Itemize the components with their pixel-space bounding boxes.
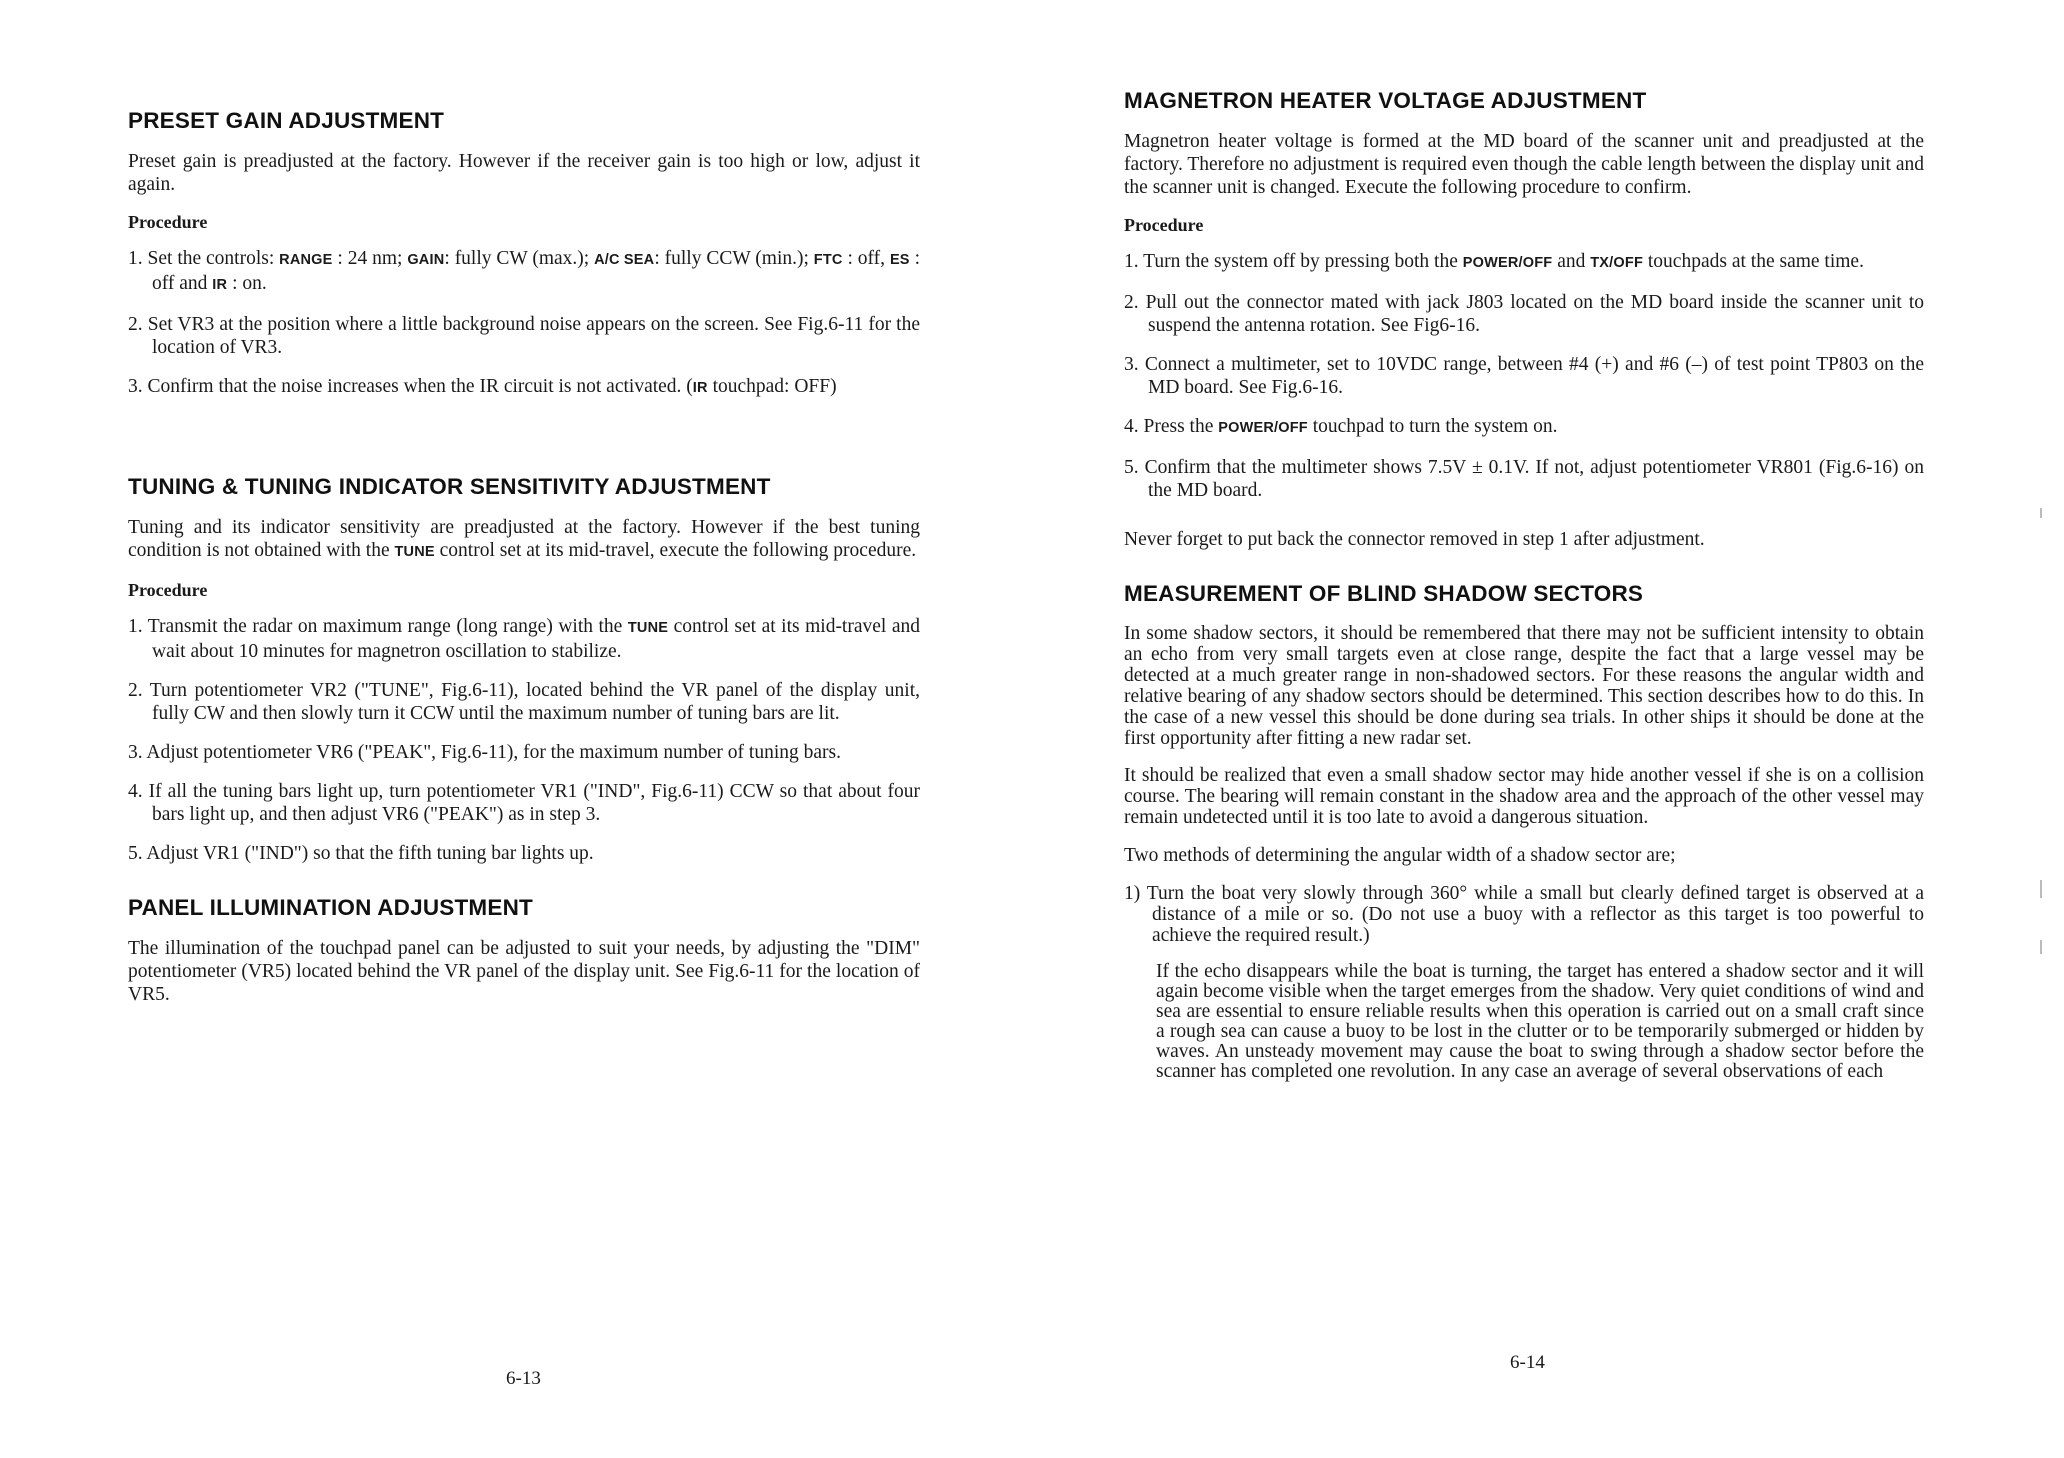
magnetron-step-2: 2. Pull out the connector mated with jack J803 located on the MD board inside the scanner unit to suspend the antenna rotation. See Fig6-16. [1124, 292, 1924, 336]
preset-procedure-label: Procedure [128, 212, 208, 232]
tuning-procedure-label: Procedure [128, 580, 208, 600]
magnetron-step-4: 4. Press the POWER/OFF touchpad to turn the system on. [1124, 416, 1558, 437]
blind-shadow-method-1-detail: If the echo disappears while the boat is turning, the target has entered a shadow sector and it will again become visible when the target emerges from the shadow. Very quiet conditions of wind and sea are essential to ensure reliable results when this operation is carried out on a small craft since a rough sea can cause a buoy to be lost in the clutter or to be temporarily submerged or hidden by waves. An unsteady movement may cause the boat to swing through a shadow sector before the scanner has completed one revolution. In any case an average of several observations of each [1156, 961, 1924, 1082]
tuning-step-1: 1. Transmit the radar on maximum range (long range) with the TUNE control set at its mid-travel and wait about 10 minutes for magnetron oscillation to stabilize. [128, 616, 920, 662]
blind-shadow-para-3: Two methods of determining the angular width of a shadow sector are; [1124, 845, 1676, 866]
tuning-steps [128, 615, 920, 865]
magnetron-steps [1124, 250, 1924, 502]
blind-shadow-section [1124, 581, 1924, 1082]
panel-illumination-text: The illumination of the touchpad panel can be adjusted to suit your needs, by adjusting the "DIM" potentiometer (VR5) located behind the VR panel of the display unit. See Fig.6-11 for the location of VR5. [128, 938, 920, 1005]
magnetron-note: Never forget to put back the connector removed in step 1 after adjustment. [1124, 529, 1705, 550]
preset-step-3: 3. Confirm that the noise increases when the IR circuit is not activated. (IR touchpad: OFF) [128, 376, 837, 397]
tuning-heading: TUNING & TUNING INDICATOR SENSITIVITY ADJUSTMENT [128, 474, 771, 499]
panel-illumination-heading: PANEL ILLUMINATION ADJUSTMENT [128, 895, 533, 920]
preset-step-2: 2. Set VR3 at the position where a little background noise appears on the screen. See Fig.6-11 for the location of VR3. [128, 314, 920, 358]
tuning-step-2: 2. Turn potentiometer VR2 ("TUNE", Fig.6-11), located behind the VR panel of the display unit, fully CW and then slowly turn it CCW until the maximum number of tuning bars are lit. [128, 680, 920, 724]
page-number-left: 6-13 [506, 1368, 541, 1389]
magnetron-intro: Magnetron heater voltage is formed at the MD board of the scanner unit and preadjusted at the factory. Therefore no adjustment is required even though the cable length between the display unit and the scanner unit is changed. Execute the following procedure to confirm. [1124, 131, 1924, 198]
blind-shadow-method-1: 1) Turn the boat very slowly through 360° while a small but clearly defined target is observed at a distance of a mile or so. (Do not use a buoy with a reflector as this target is too powerful to achieve the required result.) [1124, 883, 1924, 946]
magnetron-procedure-label: Procedure [1124, 215, 1204, 235]
tuning-step-5: 5. Adjust VR1 ("IND") so that the fifth tuning bar lights up. [128, 843, 594, 864]
tuning-step-3: 3. Adjust potentiometer VR6 ("PEAK", Fig.6-11), for the maximum number of tuning bars. [128, 742, 841, 763]
preset-gain-heading: PRESET GAIN ADJUSTMENT [128, 108, 445, 133]
preset-step-1: 1. Set the controls: RANGE : 24 nm; GAIN: fully CW (max.); A/C SEA: fully CCW (min.); FTC : off, ES : off and IR : on. [128, 248, 920, 294]
panel-illumination-section [128, 895, 920, 1006]
blind-shadow-methods [1124, 883, 1924, 946]
magnetron-heading: MAGNETRON HEATER VOLTAGE ADJUSTMENT [1124, 88, 1647, 113]
blind-shadow-para-1: In some shadow sectors, it should be remembered that there may not be sufficient intensity to obtain an echo from very small targets even at close range, despite the fact that a large vessel may be detected at a much greater range in non-shadowed sectors. For these reasons the angular width and relative bearing of any shadow sectors should be determined. This section describes how to do this. In the case of a new vessel this should be done during sea trials. In other ships it should be done at the first opportunity after fitting a new radar set. [1124, 623, 1924, 749]
magnetron-step-5: 5. Confirm that the multimeter shows 7.5V ± 0.1V. If not, adjust potentiometer VR801 (Fig.6-16) on the MD board. [1124, 457, 1924, 501]
tuning-section [128, 474, 920, 865]
left-column [128, 108, 920, 1036]
scan-mark [2040, 508, 2042, 518]
preset-gain-intro: Preset gain is preadjusted at the factory. However if the receiver gain is too high or low, adjust it again. [128, 151, 920, 195]
magnetron-section [1124, 88, 1924, 551]
tuning-step-4: 4. If all the tuning bars light up, turn potentiometer VR1 ("IND", Fig.6-11) CCW so that about four bars light up, and then adjust VR6 ("PEAK") as in step 3. [128, 781, 920, 825]
scan-mark [2040, 880, 2042, 898]
magnetron-step-3: 3. Connect a multimeter, set to 10VDC range, between #4 (+) and #6 (–) of test point TP803 on the MD board. See Fig.6-16. [1124, 354, 1924, 398]
blind-shadow-heading: MEASUREMENT OF BLIND SHADOW SECTORS [1124, 581, 1644, 606]
blind-shadow-para-2: It should be realized that even a small shadow sector may hide another vessel if she is on a collision course. The bearing will remain constant in the shadow area and the approach of the other vessel may remain undetected until it is too late to avoid a dangerous situation. [1124, 765, 1924, 828]
magnetron-step-1: 1. Turn the system off by pressing both the POWER/OFF and TX/OFF touchpads at the same time. [1124, 251, 1864, 272]
page-number-right: 6-14 [1510, 1352, 1545, 1373]
tuning-intro: Tuning and its indicator sensitivity are preadjusted at the factory. However if the best tuning condition is not obtained with the TUNE control set at its mid-travel, execute the following procedure. [128, 517, 920, 561]
scan-mark [2040, 940, 2042, 954]
right-page [1032, 0, 2064, 1458]
preset-steps [128, 247, 920, 400]
preset-gain-section [128, 108, 920, 400]
right-column [1124, 88, 1924, 1112]
